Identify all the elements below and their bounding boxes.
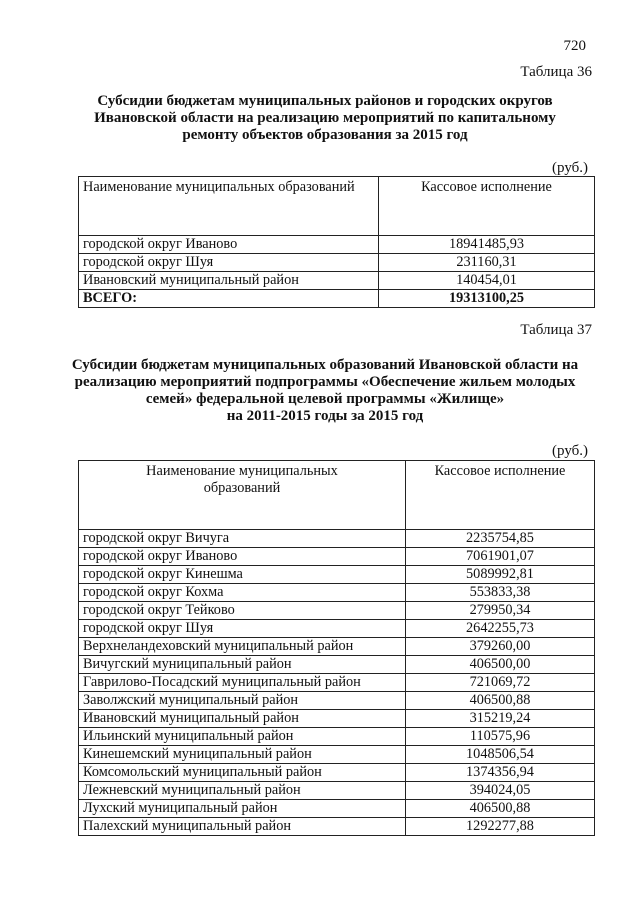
- table-row: [79, 782, 595, 800]
- row-value: 5089992,81: [406, 566, 595, 584]
- total-row: [79, 290, 595, 308]
- page-number: 720: [563, 38, 586, 54]
- total-label: ВСЕГО:: [79, 290, 379, 308]
- row-name: Ивановский муниципальный район: [79, 272, 379, 290]
- row-name: Комсомольский муниципальный район: [79, 764, 406, 782]
- row-name: Ивановский муниципальный район: [79, 710, 406, 728]
- row-name: Лухский муниципальный район: [79, 800, 406, 818]
- row-value: 406500,00: [406, 656, 595, 674]
- row-name: Ильинский муниципальный район: [79, 728, 406, 746]
- row-name: Верхнеландеховский муниципальный район: [79, 638, 406, 656]
- table-row: [79, 602, 595, 620]
- row-value: 2642255,73: [406, 620, 595, 638]
- row-value: 231160,31: [379, 254, 595, 272]
- row-name: Вичугский муниципальный район: [79, 656, 406, 674]
- row-value: 406500,88: [406, 800, 595, 818]
- table-37-title: [60, 357, 590, 425]
- table-row: [79, 530, 595, 548]
- header-name: Наименование муниципальных образований: [79, 461, 406, 530]
- row-value: 379260,00: [406, 638, 595, 656]
- row-name: городской округ Тейково: [79, 602, 406, 620]
- table-row: [79, 656, 595, 674]
- row-name: городской округ Иваново: [79, 548, 406, 566]
- table-37-unit: (руб.): [552, 443, 588, 459]
- table-row: [79, 236, 595, 254]
- row-name: Кинешемский муниципальный район: [79, 746, 406, 764]
- table-row: [79, 272, 595, 290]
- row-value: 279950,34: [406, 602, 595, 620]
- row-name: городской округ Шуя: [79, 620, 406, 638]
- table-37-body: [79, 530, 595, 836]
- title-line: на 2011-2015 годы за 2015 год: [226, 408, 424, 424]
- title-line: семей» федеральной целевой программы «Жилище»: [145, 391, 505, 407]
- row-name: Палехский муниципальный район: [79, 818, 406, 836]
- row-name: городской округ Шуя: [79, 254, 379, 272]
- table-36: [78, 176, 595, 308]
- row-value: 406500,88: [406, 692, 595, 710]
- table-row: [79, 254, 595, 272]
- title-line: Ивановской области на реализацию мероприятий по капитальному: [94, 110, 556, 126]
- row-name: городской округ Кохма: [79, 584, 406, 602]
- row-name: городской округ Кинешма: [79, 566, 406, 584]
- table-row: [79, 638, 595, 656]
- table-36-unit: (руб.): [552, 160, 588, 176]
- row-value: 2235754,85: [406, 530, 595, 548]
- table-36-title: [60, 93, 590, 144]
- row-value: 315219,24: [406, 710, 595, 728]
- table-row: [79, 674, 595, 692]
- row-name: городской округ Иваново: [79, 236, 379, 254]
- row-value: 1048506,54: [406, 746, 595, 764]
- row-value: 1292277,88: [406, 818, 595, 836]
- header-value: Кассовое исполнение: [379, 177, 595, 236]
- row-value: 110575,96: [406, 728, 595, 746]
- table-row: [79, 764, 595, 782]
- table-37-label: Таблица 37: [520, 322, 592, 338]
- row-name: Гаврилово-Посадский муниципальный район: [79, 674, 406, 692]
- table-row: [79, 818, 595, 836]
- table-row: [79, 620, 595, 638]
- title-line: Субсидии бюджетам муниципальных образований Ивановской области на: [71, 357, 579, 373]
- header-name: Наименование муниципальных образований: [79, 177, 379, 236]
- row-name: Заволжский муниципальный район: [79, 692, 406, 710]
- title-line: реализацию мероприятий подпрограммы «Обеспечение жильем молодых: [74, 374, 576, 390]
- table-37: [78, 460, 595, 836]
- row-value: 721069,72: [406, 674, 595, 692]
- table-36-label: Таблица 36: [520, 64, 592, 80]
- total-value: 19313100,25: [379, 290, 595, 308]
- row-name: городской округ Вичуга: [79, 530, 406, 548]
- row-value: 553833,38: [406, 584, 595, 602]
- table-row: [79, 548, 595, 566]
- row-value: 1374356,94: [406, 764, 595, 782]
- table-row: [79, 710, 595, 728]
- row-value: 18941485,93: [379, 236, 595, 254]
- title-line: Субсидии бюджетам муниципальных районов и городских округов: [97, 93, 553, 109]
- table-row: [79, 800, 595, 818]
- row-value: 394024,05: [406, 782, 595, 800]
- table-row: [79, 728, 595, 746]
- table-row: [79, 746, 595, 764]
- header-value: Кассовое исполнение: [406, 461, 595, 530]
- row-value: 7061901,07: [406, 548, 595, 566]
- table-row: [79, 566, 595, 584]
- title-line: ремонту объектов образования за 2015 год: [182, 127, 468, 143]
- table-row: [79, 692, 595, 710]
- row-name: Лежневский муниципальный район: [79, 782, 406, 800]
- row-value: 140454,01: [379, 272, 595, 290]
- table-row: [79, 584, 595, 602]
